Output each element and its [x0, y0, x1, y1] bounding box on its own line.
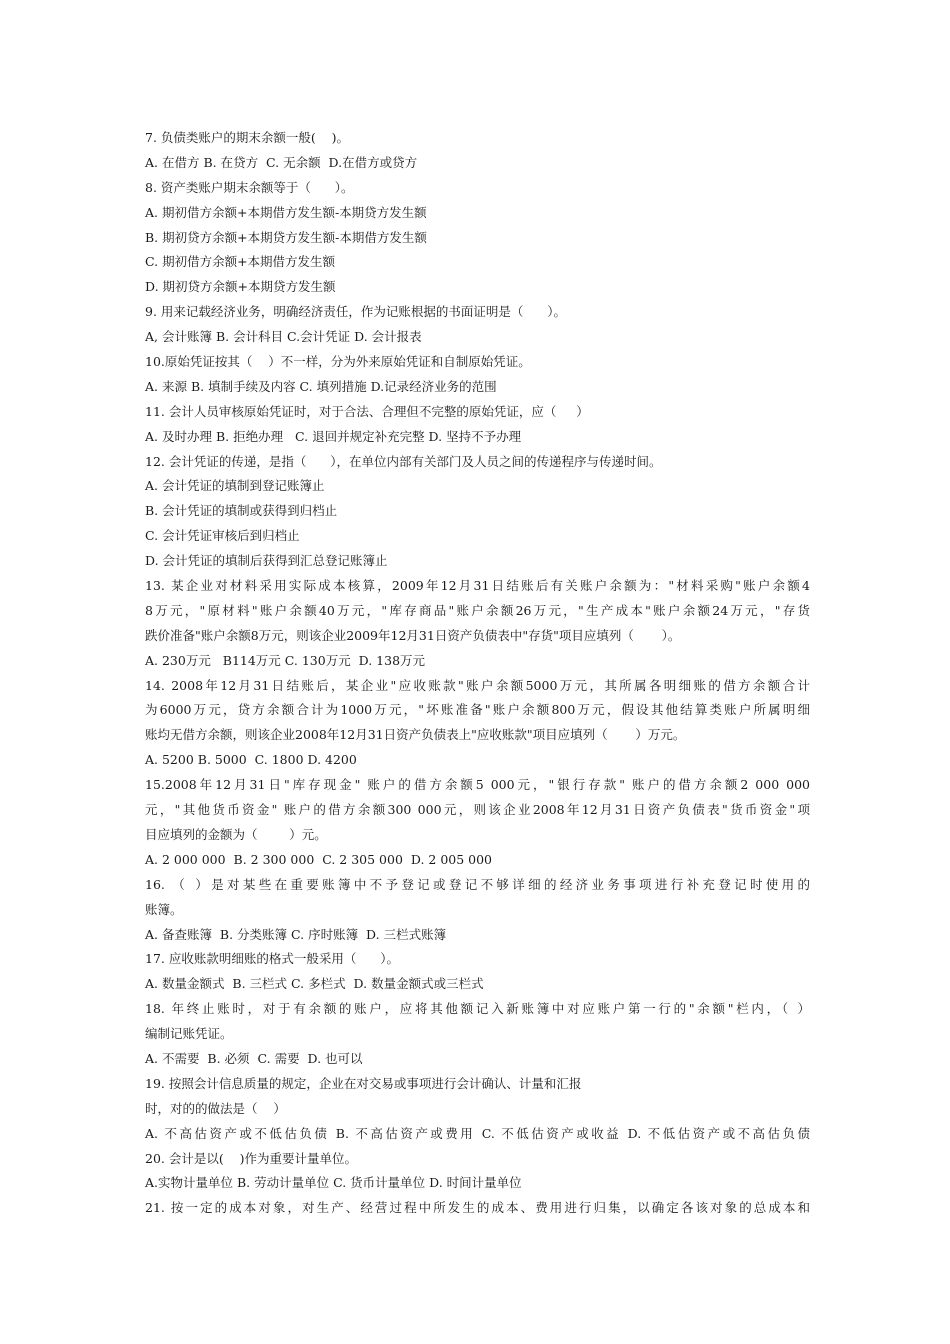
text-line: 12. 会计凭证的传递，是指（ ），在单位内部有关部门及人员之间的传递程序与传递时间。 [145, 453, 662, 469]
text-line: 8万元，"原材料"账户余额40万元，"库存商品"账户余额26万元，"生产成本"账户余额24万元，"存货 [145, 602, 810, 618]
text-line: 17. 应收账款明细账的格式一般采用（ ）。 [145, 951, 399, 967]
text-line: 13. 某企业对材料采用实际成本核算，2009年12月31日结账后有关账户余额为："材料采购"账户余额4 [145, 578, 810, 594]
text-line: 16. （ ）是对某些在重要账簿中不予登记或登记不够详细的经济业务事项进行补充登记时使用的 [145, 876, 810, 892]
text-line: A. 及时办理 B. 拒绝办理 C. 退回并规定补充完整 D. 坚持不予办理 [145, 428, 522, 444]
text-line: D. 会计凭证的填制后获得到汇总登记账簿止 [145, 553, 388, 569]
text-line: 11. 会计人员审核原始凭证时，对于合法、合理但不完整的原始凭证，应（ ） [145, 403, 589, 419]
text-line: A. 期初借方余额+本期借方发生额-本期贷方发生额 [145, 204, 427, 220]
text-line: 20. 会计是以( )作为重要计量单位。 [145, 1150, 358, 1166]
text-line: B. 会计凭证的填制或获得到归档止 [145, 503, 338, 519]
text-line: A. 5200 B. 5000 C. 1800 D. 4200 [145, 752, 357, 768]
text-line: A. 不高估资产或不低估负债 B. 不高估资产或费用 C. 不低估资产或收益 D. 不低估资产或不高估负债 [145, 1125, 810, 1141]
text-line: A. 备查账簿 B. 分类账簿 C. 序时账簿 D. 三栏式账簿 [145, 926, 447, 942]
text-line: 19. 按照会计信息质量的规定，企业在对交易或事项进行会计确认、计量和汇报 [145, 1075, 582, 1091]
text-line: 编制记账凭证。 [145, 1026, 233, 1042]
text-line: A. 230万元 B114万元 C. 130万元 D. 138万元 [145, 652, 426, 668]
text-line: A. 来源 B. 填制手续及内容 C. 填列措施 D.记录经济业务的范围 [145, 378, 497, 394]
text-line: A.实物计量单位 B. 劳动计量单位 C. 货币计量单位 D. 时间计量单位 [145, 1175, 522, 1191]
text-line: 为6000万元，贷方余额合计为1000万元，"坏账准备"账户余额800万元，假设其他结算类账户所属明细 [145, 702, 810, 718]
text-line: A. 2 000 000 B. 2 300 000 C. 2 305 000 D. 2 005 000 [145, 851, 493, 867]
text-line: 10.原始凭证按其（ ）不一样，分为外来原始凭证和自制原始凭证。 [145, 354, 531, 370]
text-line: 时，对的的做法是（ ） [145, 1100, 286, 1116]
text-line: 8. 资产类账户期末余额等于（ ）。 [145, 179, 354, 195]
text-line: A, 会计账簿 B. 会计科目 C.会计凭证 D. 会计报表 [145, 329, 422, 345]
text-line: 跌价准备"账户余额8万元，则该企业2009年12月31日资产负债表中"存货"项目应填列（ ）。 [145, 627, 681, 643]
text-line: 14. 2008年12月31日结账后，某企业"应收账款"账户余额5000万元，其所属各明细账的借方余额合计 [145, 677, 810, 693]
text-line: C. 会计凭证审核后到归档止 [145, 528, 300, 544]
text-line: D. 期初贷方余额+本期贷方发生额 [145, 279, 336, 295]
text-line: A. 会计凭证的填制到登记账簿止 [145, 478, 325, 494]
text-line: B. 期初贷方余额+本期贷方发生额-本期借方发生额 [145, 229, 427, 245]
text-line: 9. 用来记载经济业务，明确经济责任，作为记账根据的书面证明是（ ）。 [145, 304, 566, 320]
text-line: A. 不需要 B. 必须 C. 需要 D. 也可以 [145, 1050, 363, 1066]
text-line: 目应填列的金额为（ ）元。 [145, 826, 327, 842]
text-line: 账簿。 [145, 901, 183, 917]
text-line: 元，"其他货币资金" 账户的借方余额300 000元，则该企业2008年12月31日资产负债表"货币资金"项 [145, 802, 810, 818]
text-line: 7. 负债类账户的期末余额一般( )。 [145, 130, 350, 145]
text-line: A. 在借方 B. 在贷方 C. 无余额 D.在借方或贷方 [145, 154, 418, 170]
text-line: A. 数量金额式 B. 三栏式 C. 多栏式 D. 数量金额式或三栏式 [145, 976, 484, 992]
text-line: 账均无借方余额，则该企业2008年12月31日资产负债表上"应收账款"项目应填列（ ）万元。 [145, 727, 686, 743]
text-line: 21. 按一定的成本对象，对生产、经营过程中所发生的成本、费用进行归集，以确定各该对象的总成本和 [145, 1200, 810, 1216]
text-line: 18. 年终止账时，对于有余额的账户，应将其他额记入新账簿中对应账户第一行的"余额"栏内，（ ） [145, 1001, 810, 1017]
text-line: C. 期初借方余额+本期借方发生额 [145, 254, 336, 270]
document-page [145, 126, 810, 1221]
text-line: 15.2008年12月31日"库存现金" 账户的借方余额5 000元，"银行存款" 账户的借方余额2 000 000 [145, 777, 810, 793]
